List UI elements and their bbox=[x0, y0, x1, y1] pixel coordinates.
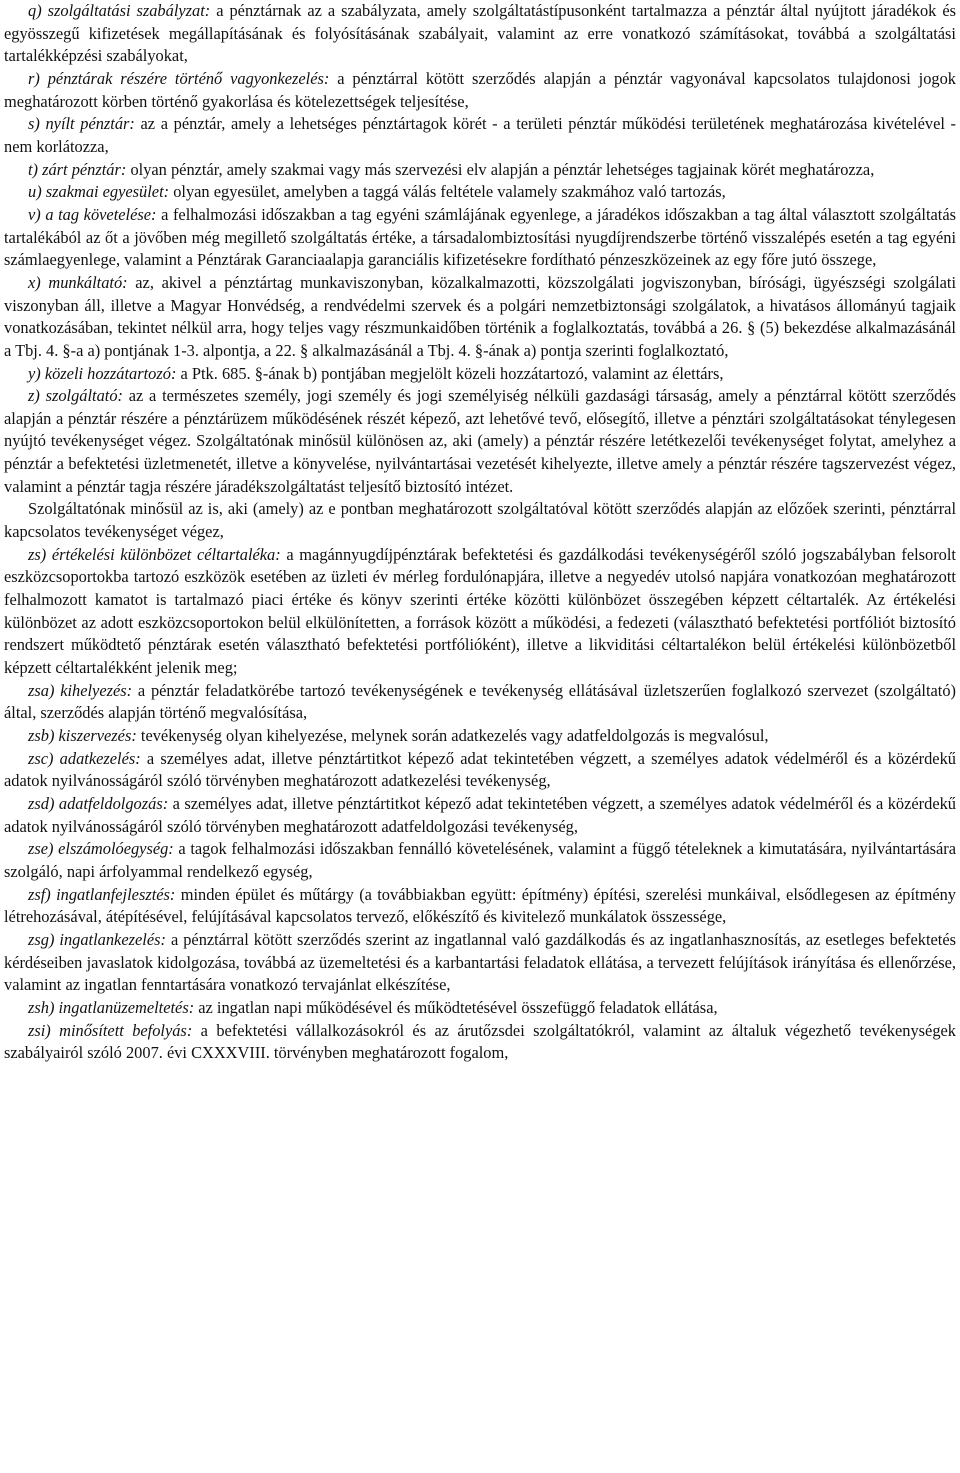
term-z: z) szolgáltató: bbox=[28, 386, 123, 406]
definition-z bbox=[4, 385, 956, 498]
definition-text-zsb: tevékenység olyan kihelyezése, melynek során adatkezelés vagy adatfeldolgozás is megvalósul, bbox=[136, 726, 769, 745]
term-zse: zse) elszámolóegység: bbox=[28, 839, 174, 859]
definition-text-s: az a pénztár, amely a lehetséges pénztártagok körét - a területi pénztár működési területének meghatározása kivételével - nem korlátozza, bbox=[4, 114, 956, 156]
definition-zsc bbox=[4, 748, 956, 793]
definition-zs bbox=[4, 544, 956, 680]
definition-t bbox=[4, 159, 956, 182]
definition-zsf bbox=[4, 884, 956, 929]
term-t: t) zárt pénztár: bbox=[28, 159, 127, 179]
term-zsi: zsi) minősített befolyás: bbox=[28, 1020, 193, 1040]
term-zsb: zsb) kiszervezés: bbox=[28, 726, 137, 745]
term-zsf: zsf) ingatlanfejlesztés: bbox=[28, 884, 176, 904]
definition-text-zsd: a személyes adat, illetve pénztártitkot képező adat tekintetében végzett, a személyes adatok védelméről és a közérdekű adatok nyilvánosságáról szóló törvényben meghatározott adatfeldolgozási tevékenység, bbox=[4, 793, 956, 836]
definition-text-q: a pénztárnak az a szabályzata, amely szolgáltatástípusonként tartalmazza a pénztár által nyújtott járadékok és egyösszegű kifizetések megállapításának és folyósításának szabályait, valamint az erre vonatkozó számításokat, továbbá a szolgáltatási tartalékképzési szabályokat, bbox=[4, 1, 956, 66]
definition-text-zsi: a befektetési vállalkozásokról és az árutőzsdei szolgáltatókról, valamint az általuk végezhető tevékenységek szabályairól szóló 2007. évi CXXXVIII. törvényben meghatározott fogalom, bbox=[4, 1020, 956, 1063]
definition-text-zsc: a személyes adat, illetve pénztártitkot képező adat tekintetében végzett, a személyes adatok védelméről és a közérdekű adatok nyilvánosságáról szóló törvényben meghatározott adatkezelési tevékenység, bbox=[4, 748, 956, 791]
definition-zsg bbox=[4, 929, 956, 997]
definition-text-u: olyan egyesület, amelyben a taggá válás feltétele valamely szakmához való tartozás, bbox=[169, 182, 726, 202]
term-zsa: zsa) kihelyezés: bbox=[28, 680, 133, 700]
term-zsc: zsc) adatkezelés: bbox=[28, 748, 141, 768]
term-r: r) pénztárak részére történő vagyonkezelés: bbox=[28, 68, 330, 88]
definition-text-t: olyan pénztár, amely szakmai vagy más szervezési elv alapján a pénztár lehetséges tagjainak körét meghatározza, bbox=[126, 159, 875, 179]
term-y: y) közeli hozzátartozó: bbox=[28, 363, 177, 383]
term-zsh: zsh) ingatlanüzemeltetés: bbox=[28, 997, 195, 1017]
definition-zsa bbox=[4, 680, 956, 725]
definition-s bbox=[4, 113, 956, 158]
definition-text-zsf: minden épület és műtárgy (a továbbiakban együtt: építmény) építési, szerelési munkáival, elsődlegesen az építmény létrehozásával, átépítésével, felújításával kapcsolatos tervező, előkészítő és kivitelező munkálatok összessége, bbox=[4, 884, 956, 927]
definition-zsh bbox=[4, 997, 956, 1020]
term-zsd: zsd) adatfeldolgozás: bbox=[28, 793, 169, 813]
definition-u bbox=[4, 181, 956, 204]
definition-q bbox=[4, 0, 956, 68]
definition-zsb bbox=[4, 725, 956, 748]
term-u: u) szakmai egyesület: bbox=[28, 182, 170, 202]
definition-text-x: az, akivel a pénztártag munkaviszonyban, közalkalmazotti, közszolgálati jogviszonyban, bírósági, ügyészségi szolgálati viszonyban áll, illetve a Magyar Honvédség, a rendvédelmi szervek és a polgári nemzetbiztonsági szolgálatok, a hivatásos állományú tagjaik vonatkozásában, tekintet nélkül arra, hogy teljes vagy részmunkaidőben történik a foglalkoztatás, továbbá a 26. § (5) bekezdése alkalmazásánál a Tbj. 4. §-a a) pontjának 1-3. alpontja, a 22. § alkalmazásánál a Tbj. 4. §-ának a) pontja szerinti foglalkoztató, bbox=[4, 272, 956, 360]
definition-text-z: az a természetes személy, jogi személy és jogi személyiség nélküli gazdasági társaság, amely a pénztárral kötött szerződés alapján a pénztár részére a pénztárüzem működésének részét képező, azt lehetővé tevő, elősegítő, illetve a pénztári szolgáltatásokat ténylegesen nyújtó tevékenységet végez. Szolgáltatónak minősül különösen az, aki (amely) a pénztár részére letétkezelői tevékenységet folytat, amelyhez a pénztár a befektetési üzletmenetét, illetve a könyvelése, nyilvántartásai vezetését kihelyezte, illetve amely a pénztár részére tagszervezést végez, valamint a pénztár tagja részére járadékszolgáltatást teljesítő biztosító intézet. bbox=[4, 386, 956, 496]
definition-r bbox=[4, 68, 956, 113]
term-s: s) nyílt pénztár: bbox=[28, 114, 135, 134]
definition-text-zs: a magánnyugdíjpénztárak befektetési és gazdálkodási tevékenységéről szóló jogszabályban felsorolt eszközcsoportokba tartozó eszközök esetében az üzleti év mérleg fordulónapjára, illetve a negyedév utolsó napjára vonatkozóan meghatározott felhalmozott kamatot is tartalmazó piaci értéke és könyv szerinti értéke közötti különbözet összegében képzett céltartalék. Az értékelési különbözet az adott eszközcsoportokon belül elkülönítetten, a források között a működési, a fedezeti (választható befektetési portfóliót biztosító rendszert működtető pénztárak esetén választható befektetési portfólióként), illetve a likviditási céltartalékon belül értékelési különbözetből képzett céltartalékként jelenik meg; bbox=[4, 544, 956, 678]
definition-text-r: a pénztárral kötött szerződés alapján a pénztár vagyonával kapcsolatos tulajdonosi jogok meghatározott körben történő gyakorlása és kötelezettségek teljesítése, bbox=[4, 68, 956, 111]
definition-zsi bbox=[4, 1020, 956, 1065]
definition-text-zse: a tagok felhalmozási időszakban fennálló követelésének, valamint a függő tételeknek a kimutatására, nyilvántartására szolgáló, napi árfolyammal rendelkező egység, bbox=[4, 839, 957, 881]
term-q: q) szolgáltatási szabályzat: bbox=[28, 1, 211, 20]
term-zs: zs) értékelési különbözet céltartaléka: bbox=[28, 544, 281, 564]
term-v: v) a tag követelése: bbox=[28, 204, 157, 224]
definition-zsd bbox=[4, 793, 956, 838]
term-zsg: zsg) ingatlankezelés: bbox=[28, 929, 166, 949]
definition-text-z-continuation: Szolgáltatónak minősül az is, aki (amely) az e pontban meghatározott szolgáltatóval kötött szerződés alapján az előzőek szerinti, pénztárral kapcsolatos tevékenységet végez, bbox=[4, 499, 956, 542]
definition-zse bbox=[4, 838, 956, 883]
definition-text-zsa: a pénztár feladatkörébe tartozó tevékenységének e tevékenység ellátásával üzletszerűen foglalkozó szervezet (szolgáltató) által, szerződés alapján történő megvalósítása, bbox=[4, 680, 956, 723]
definition-text-zsg: a pénztárral kötött szerződés szerint az ingatlannal való gazdálkodás és az ingatlanhasznosítás, az esetleges befektetés kérdéseiben javaslatok kidolgozása, továbbá az üzemeltetési és a karbantartási feladatok ellátása, a tervezett felújítások irányítása és ellenőrzése, valamint az ingatlan fenntartására vonatkozó tervajánlat elkészítése, bbox=[4, 929, 956, 995]
definition-text-v: a felhalmozási időszakban a tag egyéni számlájának egyenlege, a járadékos időszakban a tag által választott szolgáltatás tartalékából az őt a jövőben még megillető szolgáltatás értéke, a társadalombiztosítási nyugdíjrendszerbe történő visszalépés esetén a tag egyéni számlaegyenlege, valamint a Pénztárak Garanciaalapja garanciális kifizetésekre fordítható pénzeszközeinek az egy főre jutó összege, bbox=[4, 204, 956, 270]
definition-v bbox=[4, 204, 956, 272]
definition-y bbox=[4, 363, 956, 386]
definition-x bbox=[4, 272, 956, 363]
definition-text-y: a Ptk. 685. §-ának b) pontjában megjelölt közeli hozzátartozó, valamint az élettárs, bbox=[176, 363, 724, 383]
definition-text-zsh: az ingatlan napi működésével és működtetésével összefüggő feladatok ellátása, bbox=[194, 997, 718, 1017]
definition-z-continuation bbox=[4, 498, 956, 543]
term-x: x) munkáltató: bbox=[28, 272, 128, 292]
